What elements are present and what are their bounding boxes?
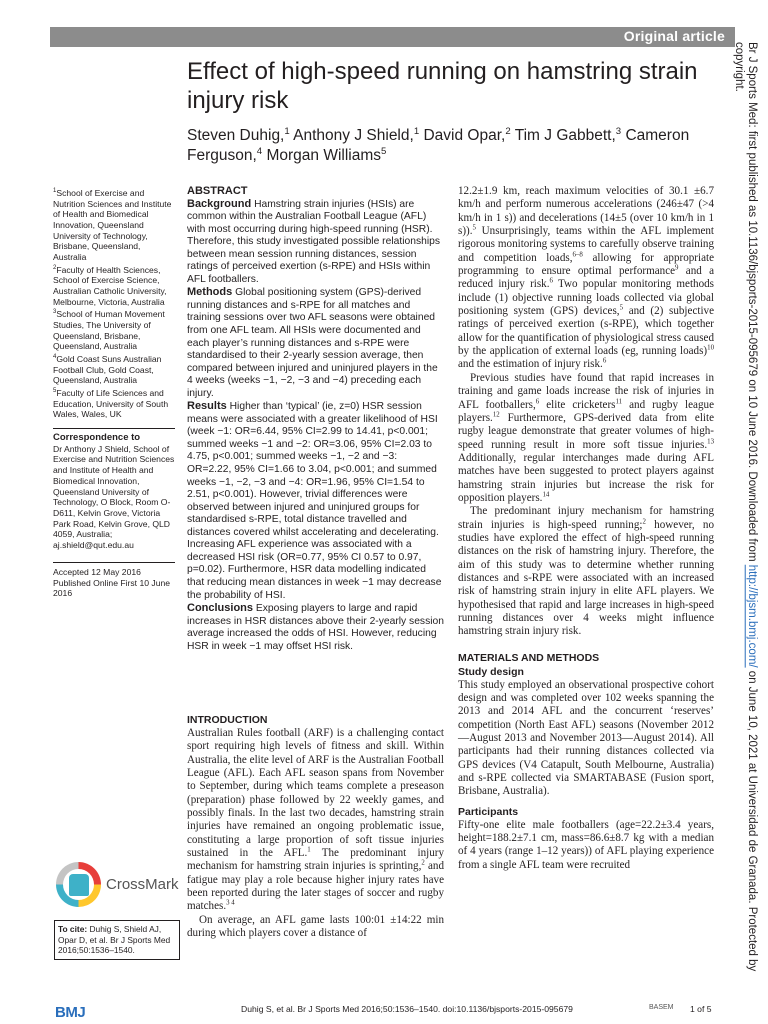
citation-ref[interactable]: 12 [492, 411, 500, 419]
sidebar-info [53, 186, 175, 599]
page-number: 1 of 5 [690, 1004, 712, 1014]
abstract-background: Background Hamstring strain injuries (HSIs) are common within the Australian Football League (AFL) with most occurring during high-speed running (HSR). Therefore, this study investigated possible relationships between mean session running distances, session ratings of perceived exertion (s-RPE) and HSIs within AFL footballers. [187, 197, 440, 285]
citation-ref[interactable]: 2 [421, 859, 425, 867]
participants-heading: Participants [458, 805, 519, 818]
citation-ref[interactable]: 9 [675, 264, 679, 272]
citation-ref[interactable]: 10 [707, 344, 714, 352]
participants-text: Fifty-one elite male footballers (age=22.2±3.4 years, height=188.2±7.1 cm, mass=86.6±8.7 kg with a median of 4 years (range 1–12 years)) of AFL playing experience from a single AFL team were recruited [458, 818, 714, 871]
crossmark-bookmark-icon [69, 874, 89, 896]
study-design-text: This study employed an observational prospective cohort design and was completed over 102 weeks spanning the 2013 and 2014 AFL and the concurrent ‘reserves’ competition (North East AFL) seasons (November 2012—August 2013 and November 2013—August 2014). All participants had their running distances collected via GPS devices (V4 Catapult, South Melbourne, Australia) and s-RPE collected via SMARTABASE (Fusion sport, Brisbane, Australia). [458, 678, 714, 798]
citation-ref[interactable]: 6 [535, 397, 540, 405]
abstract-conclusions: Conclusions Exposing players to large and rapid increases in HSR distances above their 2-yearly session average increased the odds of HSI. However, reducing HSR in week −1 may offset HSI risk. [187, 602, 444, 652]
introduction-heading: INTRODUCTION [187, 714, 268, 726]
crossmark-badge[interactable] [56, 862, 179, 910]
article-type-label: Original article [623, 28, 725, 44]
abstract-methods: Methods Global positioning system (GPS)-derived running distances and s-RPE for all matches and training sessions over two AFL seasons were obtained from one AFL team. All HSIs were documented and each player’s running distances and s-RPE were standardised to their 2-yearly session average, then compared between injured and uninjured players in the 4 weeks (weeks −1, −2, −3 and −4) preceding each injury. [187, 286, 438, 399]
author-name: Tim J Gabbett,$^3$ [514, 125, 622, 144]
correspondence-text: Dr Anthony J Shield, School of Exercise and Nutrition Sciences and Institute of Health and Biomedical Innovation, Queensland University of Technology, O Block, Room O-D611, Kelvin Grove, Victoria Park Road, Kelvin Grove, QLD 4059, Australia; aj.shield@qut.edu.au [53, 443, 175, 551]
cite-label: To cite: [58, 924, 88, 934]
citation-ref[interactable]: 6 [602, 357, 607, 365]
bjsm-link[interactable]: http://bjsm.bmj.com/ [746, 564, 758, 668]
accepted-date: Accepted 12 May 2016 [53, 562, 175, 578]
introduction-section [187, 713, 444, 941]
citation-ref[interactable]: 5 [472, 224, 476, 232]
study-design-heading: Study design [458, 665, 524, 678]
citation-ref[interactable]: 5 [619, 304, 624, 312]
affiliation: $^3$School of Human Movement Studies, The University of Queensland, Brisbane, Queensland, Australia [53, 309, 165, 352]
citation-ref[interactable]: 14 [542, 491, 550, 499]
author-name: Cameron Ferguson,$^4$ [187, 127, 690, 164]
citation-ref[interactable]: 3 4 [226, 899, 235, 907]
basem-logo: BASEM [649, 1004, 674, 1011]
article-title: Effect of high-speed running on hamstring strain injury risk [187, 58, 698, 114]
intro-paragraph: Australian Rules football (ARF) is a challenging contact sport requiring high levels of fitness and skill. Within Australia, the elite level of ARF is the Australian Football League (AFL). Each AFL season spans from November to September, during which teams complete a preseason (preparation) phase followed by 22 weekly games, and possibly finals. In the last two decades, hamstring strain injuries have remained an ongoing problematic issue, constituting a large proportion of soft tissue injuries sustained in the AFL.$^1$ The predominant injury mechanism for hamstring strain injuries is sprinting,$^2$ and fatigue may play a role because higher injury rates have been reported during the later stages of soccer and rugby matches.$^{3 4}$ [187, 727, 444, 913]
affiliation: $^4$Gold Coast Suns Australian Football Club, Gold Coast, Queensland, Australia [53, 353, 162, 386]
citation-ref[interactable]: 1 [307, 846, 311, 854]
intro-paragraph: On average, an AFL game lasts 100:01 ±14:22 min during which players cover a distance of [187, 913, 444, 940]
download-notice-text: Br J Sports Med: first published as 10.1136/bjsports-2015-095679 on 10 June 2016. Downloaded from http://bjsm.bmj.com/ on June 10, 2021 at Universidad de Granada. Protected by copyright. [733, 42, 758, 972]
affiliation: $^5$Faculty of Life Sciences and Education, University of South Wales, Wales, UK [53, 387, 169, 420]
affiliation: $^1$School of Exercise and Nutrition Sciences and Institute of Health and Biomedical Innovation, Queensland University of Technology, Brisbane, Queensland, Australia [53, 187, 172, 263]
author-name: David Opar,$^2$ [423, 125, 511, 144]
author-name: Steven Duhig,$^1$ [187, 125, 290, 144]
body-paragraph: The predominant injury mechanism for hamstring strain injuries is high-speed running;$^2$ however, no studies have explored the effect of high-speed running distances on the risk of hamstring injury. Therefore, the aim of this study was to determine whether running distances and s-RPE were associated with an increased risk of hamstring strain injury in elite AFL players. We hypothesised that rapid and large increases in high-speed running distances over 4 weeks might influence hamstring strain injury risk. [458, 505, 715, 638]
cite-text: Duhig S, Shield AJ, Opar D, et al. Br J Sports Med 2016;50:1536–1540. [58, 924, 171, 955]
citation-ref[interactable]: 13 [707, 437, 714, 445]
citation-ref[interactable]: 11 [615, 397, 623, 405]
body-paragraph: Previous studies have found that rapid increases in training and game loads increase the risk of injuries in AFL footballers,$^6$ elite cricketers$^{11}$ and rugby league players.$^{12}$ Furthermore, GPS-derived data from elite rugby league demonstrate that greater volumes of high-speed running result in more soft tissue injuries.$^{13}$ Additionally, regular interchanges made during AFL matches have been suggested to protect players against hamstring strain injuries but increase the risk for opposition players.$^{14}$ [458, 371, 714, 504]
page-footer-citation: Duhig S, et al. Br J Sports Med 2016;50:1536–1540. doi:10.1136/bjsports-2015-095679 [241, 1004, 573, 1014]
author-list [187, 126, 717, 166]
methods-heading: MATERIALS AND METHODS [458, 651, 600, 664]
citation-ref[interactable]: 6–8 [572, 251, 583, 259]
citation-ref[interactable]: 2 [642, 517, 646, 525]
download-notice [732, 42, 760, 1002]
bmj-logo: BMJ [55, 1004, 86, 1021]
published-date: Published Online First 10 June 2016 [53, 577, 171, 599]
citation-box [54, 920, 180, 960]
abstract-results: Results Higher than ‘typical’ (ie, z=0) HSR session means were associated with a greater likelihood of HSI (week −1: OR=6.44, 95% CI=2.99 to 14.41, p<0.001; summed weeks −1 and −2: OR=3.06, 95% CI=2.03 to 4.75, p<0.001; summed weeks −1, −2 and −3: OR=2.22, 95% CI=1.66 to 3.04, p<0.001; and summed weeks −1, −2, −3 and −4: OR=1.96, 95% CI=1.54 to 2.51, p<0.001). However, trivial differences were observed between injured and uninjured groups for standardised s-RPE, total distance travelled and distances covered whilst accelerating and decelerating. Increasing AFL experience was associated with a decreased HSI risk (OR=0.77, 95% CI 0.57 to 0.97, p=0.02). Furthermore, HSR data modelling indicated that reducing mean distances in week −1 may decrease the probability of HSI. [187, 400, 442, 601]
abstract [187, 185, 444, 653]
right-column [458, 185, 714, 872]
citation-ref[interactable]: 6 [549, 277, 553, 285]
article-type-banner [50, 27, 735, 47]
affiliations [53, 186, 175, 420]
crossmark-label: CrossMark [106, 876, 179, 893]
correspondence-heading: Correspondence to [53, 428, 175, 444]
body-paragraph: 12.2±1.9 km, reach maximum velocities of 30.1 ±6.7 km/h and perform numerous accelerations (246±47 (>4 km/h in 1 s)) and decelerations (14±5 (over 10 km/h in 1 s)).$^5$ Unsurprisingly, teams within the AFL implement rigorous monitoring systems to carefully observe training and competition loads,$^{6-8}$ allowing for appropriate programming to ensure optimal performance$^9$ and a reduced injury risk.$^6$ Two popular monitoring methods include (1) objective running loads collected via global positioning system (GPS) devices,$^5$ and (2) subjective ratings of perceived exertion (s-RPE), which together allow for the quantification of physiological stress caused by the application of external loads (eg, running loads)$^{10}$ and the estimation of injury risk.$^6$ [458, 185, 715, 371]
author-name: Anthony J Shield,$^1$ [293, 125, 420, 144]
author-name: Morgan Williams$^5$ [266, 145, 387, 164]
abstract-heading: ABSTRACT [187, 185, 248, 197]
affiliation: $^2$Faculty of Health Sciences, School of Exercise Science, Australian Catholic University, Melbourne, Victoria, Australia [53, 264, 167, 307]
